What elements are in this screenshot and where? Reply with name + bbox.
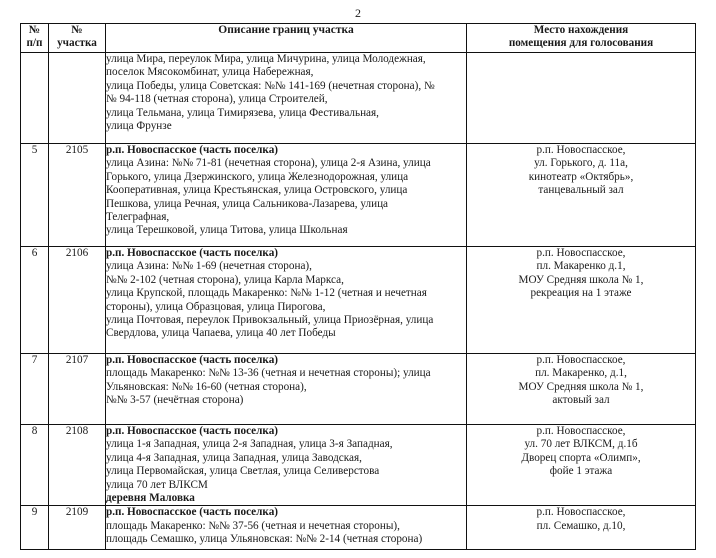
voting-precincts-table (20, 23, 696, 550)
street-list-line: Ульяновская: №№ 16-60 (четная сторона), (106, 380, 307, 393)
street-list-line: Кооперативная, улица Крестьянская, улица Островского, улица (106, 184, 408, 197)
row-number-cell: 5 (21, 144, 49, 247)
location-line: кинотеатр «Октябрь», (528, 170, 634, 183)
boundary-description-cell (106, 53, 467, 144)
precinct-number-cell: 2106 (49, 247, 106, 354)
header-precinct-line1: № (71, 24, 83, 36)
location-line: р.п. Новоспасское, (536, 144, 626, 156)
street-list-line: Свердлова, улица Чапаева, улица 40 лет Победы (106, 327, 336, 340)
precinct-number-cell: 2109 (49, 506, 106, 550)
voting-location-cell (467, 53, 696, 144)
settlement-title: р.п. Новоспасское (часть поселка) (106, 354, 279, 366)
street-list-line: Горького, улица Дзержинского, улица Железнодорожная, улица (106, 170, 409, 183)
street-list-line: улица Тельмана, улица Тимирязева, улица Фестивальная, (106, 106, 379, 119)
voting-location-cell (467, 354, 696, 425)
page-number: 2 (355, 6, 361, 20)
location-line: Дворец спорта «Олимп», (521, 451, 641, 464)
precinct-number-cell: 2107 (49, 354, 106, 425)
street-list-line: улица Фрунзе (106, 120, 172, 133)
header-description: Описание границ участка (106, 24, 467, 53)
street-list-line: Телеграфная, (106, 211, 170, 224)
settlement-title: р.п. Новоспасское (часть поселка) (106, 144, 279, 156)
voting-location-cell (467, 425, 696, 506)
location-line: р.п. Новоспасское, (536, 506, 626, 519)
street-list-line: улица Мира, переулок Мира, улица Мичурина, улица Молодежная, (106, 53, 426, 65)
header-num-line2: п/п (26, 37, 43, 49)
precinct-number-cell: 2105 (49, 144, 106, 247)
location-line: пл. Семашко, д.10, (536, 519, 626, 532)
table-row (21, 247, 696, 354)
street-list-line: улица Почтовая, переулок Привокзальный, улица Приозёрная, улица (106, 314, 434, 327)
location-line: р.п. Новоспасское, (536, 247, 626, 259)
street-list-line: площадь Макаренко: №№ 37-56 (четная и нечетная стороны), (106, 519, 400, 532)
street-list-line: улица Азина: №№ 71-81 (нечетная сторона), улица 2-я Азина, улица (106, 157, 431, 170)
settlement-title: р.п. Новоспасское (часть поселка) (106, 425, 279, 437)
street-list-line: улица Крупской, площадь Макаренко: №№ 1-12 (четная и нечетная (106, 287, 427, 300)
location-line: рекреация на 1 этаже (530, 287, 632, 300)
row-number-cell: 9 (21, 506, 49, 550)
voting-location-cell (467, 506, 696, 550)
boundary-description-cell (106, 506, 467, 550)
street-list-line: улица Азина: №№ 1-69 (нечетная сторона), (106, 260, 312, 273)
street-list-line: №№ 2-102 (четная сторона), улица Карла Маркса, (106, 273, 344, 286)
settlement-title: р.п. Новоспасское (часть поселка) (106, 247, 279, 259)
header-location-line2: помещения для голосования (508, 37, 654, 49)
header-location (467, 24, 696, 53)
street-list-line: улица 1-я Западная, улица 2-я Западная, улица 3-я Западная, (106, 438, 393, 451)
street-list-line: улица 70 лет ВЛКСМ (106, 478, 208, 491)
street-list-line: поселок Мясокомбинат, улица Набережная, (106, 66, 314, 79)
street-list-line: улица Победы, улица Советская: №№ 141-169 (нечетная сторона), № (106, 79, 435, 92)
table-row (21, 425, 696, 506)
header-precinct-line2: участка (57, 37, 97, 49)
street-list-line: площадь Семашко, улица Ульяновская: №№ 2-14 (четная сторона) (106, 533, 423, 546)
location-line: МОУ Средняя школа № 1, (518, 380, 644, 393)
street-list-line: Пешкова, улица Речная, улица Сальникова-Лазарева, улица (106, 197, 389, 210)
table-header-row (21, 24, 696, 53)
precinct-number-cell (49, 53, 106, 144)
table-row (21, 53, 696, 144)
row-number-cell: 6 (21, 247, 49, 354)
table-body (21, 53, 696, 550)
row-number-cell: 8 (21, 425, 49, 506)
row-number-cell: 7 (21, 354, 49, 425)
location-line: р.п. Новоспасское, (536, 354, 626, 366)
location-line: р.п. Новоспасское, (536, 425, 626, 437)
street-list-line: №№ 3-57 (нечётная сторона) (106, 394, 244, 407)
voting-location-cell (467, 247, 696, 354)
location-line: пл. Макаренко д.1, (536, 260, 626, 273)
precinct-number-cell: 2108 (49, 425, 106, 506)
street-list-line: улица 4-я Западная, улица Западная, улица Заводская, (106, 451, 362, 464)
location-line: актовый зал (552, 394, 610, 407)
settlement-footer: деревня Маловка (106, 492, 195, 505)
boundary-description-cell (106, 144, 467, 247)
table-row (21, 144, 696, 247)
header-location-line1: Место нахождения (533, 24, 629, 36)
location-line: МОУ Средняя школа № 1, (518, 273, 644, 286)
street-list-line: стороны), улица Образцовая, улица Пирогова, (106, 300, 326, 313)
street-list-line: площадь Макаренко: №№ 13-36 (четная и нечетная стороны); улица (106, 367, 431, 380)
row-number-cell (21, 53, 49, 144)
street-list-line: улица Первомайская, улица Светлая, улица Селиверстова (106, 465, 380, 478)
street-list-line: № 94-118 (четная сторона), улица Строителей, (106, 93, 328, 106)
location-line: ул. Горького, д. 11а, (534, 157, 628, 170)
settlement-title: р.п. Новоспасское (часть поселка) (106, 506, 279, 519)
header-row-number (21, 24, 49, 53)
header-num-line1: № (28, 24, 41, 36)
street-list-line: улица Терешковой, улица Титова, улица Школьная (106, 224, 348, 237)
boundary-description-cell (106, 425, 467, 506)
table-row (21, 506, 696, 550)
location-line: фойе 1 этажа (549, 465, 613, 478)
location-line: пл. Макаренко, д.1, (535, 367, 627, 380)
location-line: ул. 70 лет ВЛКСМ, д.1б (524, 438, 638, 451)
header-precinct-number (49, 24, 106, 53)
boundary-description-cell (106, 247, 467, 354)
table-row (21, 354, 696, 425)
location-line: танцевальный зал (538, 184, 624, 197)
boundary-description-cell (106, 354, 467, 425)
voting-location-cell (467, 144, 696, 247)
